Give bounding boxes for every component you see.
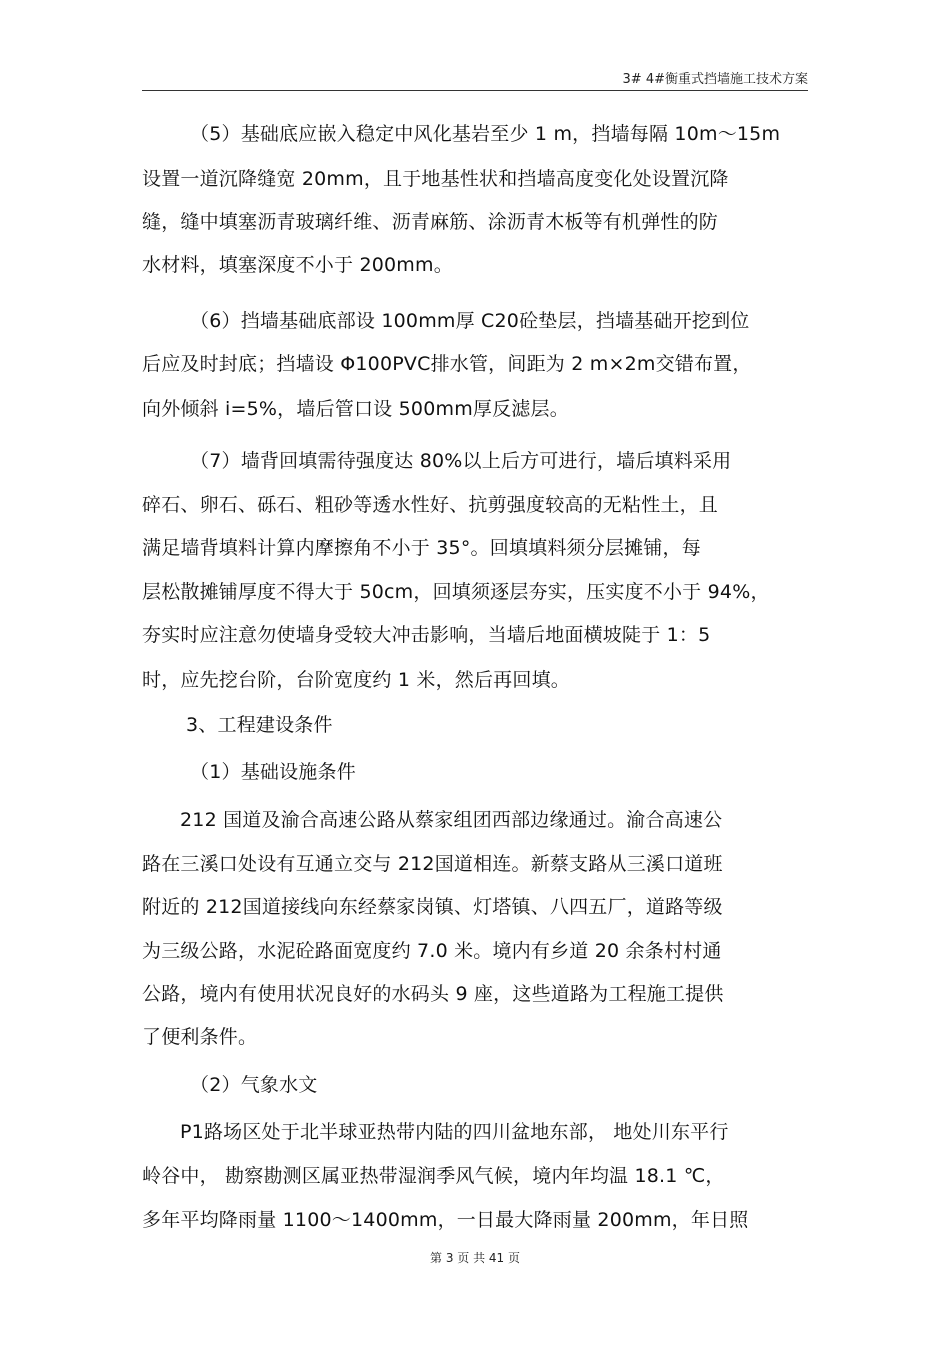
text-line: 层松散摊铺厚度不得大于 50cm，回填须逐层夯实，压实度不小于 94%， [142,581,770,603]
text-line: 多年平均降雨量 1100～1400mm，一日最大降雨量 200mm，年日照 [142,1209,749,1231]
text-line: （6）挡墙基础底部设 100mm厚 C20砼垫层，挡墙基础开挖到位 [190,310,750,332]
text-line: 设置一道沉降缝宽 20mm，且于地基性状和挡墙高度变化处设置沉降 [142,168,729,190]
header-divider [142,90,808,91]
text-line: 向外倾斜 i=5%，墙后管口设 500mm厚反滤层。 [142,398,569,420]
text-line: 碎石、卵石、砾石、粗砂等透水性好、抗剪强度较高的无粘性土，且 [142,494,719,516]
text-line: 为三级公路，水泥砼路面宽度约 7.0 米。境内有乡道 20 余条村村通 [142,940,722,962]
text-line: 路在三溪口处设有互通立交与 212国道相连。新蔡支路从三溪口道班 [142,853,723,875]
text-line: 时，应先挖台阶，台阶宽度约 1 米，然后再回填。 [142,669,570,691]
text-line: 212 国道及渝合高速公路从蔡家组团西部边缘通过。渝合高速公 [180,809,723,831]
subsection-heading: （1）基础设施条件 [190,761,356,783]
text-line: 附近的 212国道接线向东经蔡家岗镇、灯塔镇、八四五厂，道路等级 [142,896,723,918]
page-number-footer: 第 3 页 共 41 页 [430,1251,520,1265]
text-line: 缝，缝中填塞沥青玻璃纤维、沥青麻筋、涂沥青木板等有机弹性的防 [142,211,719,233]
text-line: 了便利条件。 [142,1026,258,1048]
section-heading: 3、工程建设条件 [186,714,333,736]
text-line: P1路场区处于北半球亚热带内陆的四川盆地东部， 地处川东平行 [180,1121,729,1143]
text-line: 后应及时封底；挡墙设 Φ100PVC排水管，间距为 2 m×2m交错布置， [142,353,752,375]
text-line: 满足墙背填料计算内摩擦角不小于 35°。回填填料须分层摊铺，每 [142,537,701,559]
page-header-title: 3# 4#衡重式挡墙施工技术方案 [622,72,808,87]
text-line: 夯实时应注意勿使墙身受较大冲击影响，当墙后地面横坡陡于 1：5 [142,624,711,646]
text-line: （5）基础底应嵌入稳定中风化基岩至少 1 m，挡墙每隔 10m～15m [190,123,781,145]
text-line: 岭谷中， 勘察勘测区属亚热带湿润季风气候，境内年均温 18.1 ℃， [142,1165,725,1187]
text-line: （7）墙背回填需待强度达 80%以上后方可进行，墙后填料采用 [190,450,732,472]
text-line: 公路，境内有使用状况良好的水码头 9 座，这些道路为工程施工提供 [142,983,724,1005]
subsection-heading: （2）气象水文 [190,1074,318,1096]
text-line: 水材料，填塞深度不小于 200mm。 [142,254,453,276]
